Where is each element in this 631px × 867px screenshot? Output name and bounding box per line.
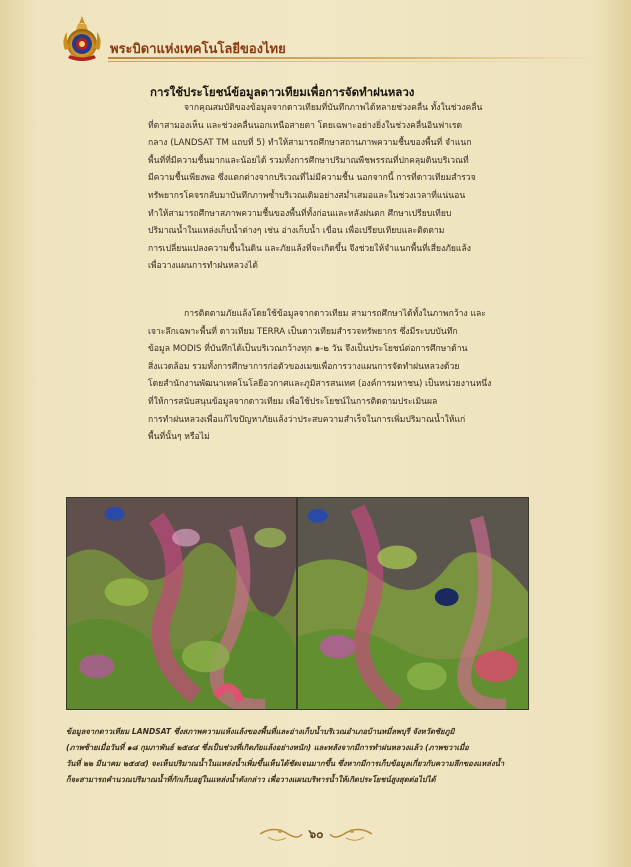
header-divider-thin — [108, 61, 578, 62]
caption-line: ก็จะสามารถคำนวณปริมาณน้ำที่กักเก็บอยู่ในแหล่งน้ำดังกล่าว เพื่อวางแผนบริหารน้ำให้เกิดประโยชน์สูงสุดต่อไปได้ — [66, 775, 436, 784]
paragraph-line: การติดตามภัยแล้งโดยใช้ข้อมูลจากดาวเทียม สามารถศึกษาได้ทั้งในภาพกว้าง และ — [184, 309, 486, 319]
paragraph-line: ข้อมูล MODIS ที่บันทึกได้เป็นบริเวณกว้างทุก ๑-๒ วัน จึงเป็นประโยชน์ต่อการศึกษาด้าน — [148, 344, 468, 355]
paragraph-line: การทำฝนหลวงเพื่อแก้ไขปัญหาภัยแล้งว่าประสบความสำเร็จในการเพิ่มปริมาณน้ำให้แก่ — [148, 414, 466, 425]
caption-line: วันที่ ๒๒ มีนาคม ๒๕๔๔) จะเห็นปริมาณน้ำในแหล่งน้ำเพิ่มขึ้นเห็นได้ชัดเจนมากขึ้น ซึ่งหากมีการเก็บข้อมูลเกี่ยวกับความลึกของแหล่งน้ำ — [66, 759, 505, 768]
header-divider — [108, 57, 596, 59]
header-title: พระบิดาแห่งเทคโนโลยีของไทย — [110, 42, 286, 57]
paragraph-line: กลาง (LANDSAT TM แถบที่ 5) ทำให้สามารถศึกษาสถานภาพความชื้นของพื้นที่ จำแนก — [148, 138, 472, 149]
paragraph-line: พื้นที่ที่มีความชื้นมากและน้อยได้ รวมทั้งการศึกษาปริมาณพืชพรรณที่ปกคลุมดินบริเวณที่ — [148, 155, 469, 166]
page-number: ๖๐ — [308, 827, 324, 841]
page-footer — [258, 823, 374, 845]
paragraph-line: เพื่อวางแผนการทำฝนหลวงได้ — [148, 261, 258, 272]
satellite-image-after — [297, 497, 529, 710]
paragraph-line: จากคุณสมบัติของข้อมูลจากดาวเทียมที่บันทึกภาพได้หลายช่วงคลื่น ทั้งในช่วงคลื่น — [184, 103, 483, 113]
paragraph-line: โดยสำนักงานพัฒนาเทคโนโลยีอวกาศและภูมิสารสนเทศ (องค์การมหาชน) เป็นหน่วยงานหนึ่ง — [148, 379, 492, 390]
paragraph-line: ที่ตาสามองเห็น และช่วงคลื่นนอกเหนือสายตา โดยเฉพาะอย่างยิ่งในช่วงคลื่นอินฟาเรด — [148, 120, 463, 131]
paragraph-line: ที่ให้การสนับสนุนข้อมูลจากดาวเทียม เพื่อใช้ประโยชน์ในการติดตามประเมินผล — [148, 396, 438, 407]
paragraph-line: การเปลี่ยนแปลงความชื้นในดิน และภัยแล้งที่จะเกิดขึ้น จึงช่วยให้จำแนกพื้นที่เสี่ยงภัยแล้ง — [148, 243, 471, 254]
paragraph-line: ทำให้สามารถศึกษาสภาพความชื้นของพื้นที่ทั้งก่อนและหลังฝนตก ศึกษาเปรียบเทียบ — [148, 208, 452, 219]
caption-line: (ภาพซ้ายเมื่อวันที่ ๑๘ กุมภาพันธ์ ๒๕๔๔ ซึ่งเป็นช่วงที่เกิดภัยแล้งอย่างหนัก) และหลังจากมีการทำฝนหลวงแล้ว (ภาพขวาเมื่อ — [66, 743, 469, 752]
image-caption — [66, 724, 566, 788]
paragraph-line: ทรัพยากรโคจรกลับมาบันทึกภาพซ้ำบริเวณเดิมอย่างสม่ำเสมอและในช่วงเวลาที่แน่นอน — [148, 190, 466, 201]
caption-line: ข้อมูลจากดาวเทียม LANDSAT ซึ่งสภาพความแห้งแล้งของพื้นที่และอ่างเก็บน้ำบริเวณอำเภอบ้านหมี่ลพบุรี จังหวัดชัยภูมิ — [66, 727, 455, 736]
paragraph-2 — [148, 306, 580, 447]
paragraph-line: มีความชื้นเพียงพอ ซึ่งแตกต่างจากบริเวณที่ไม่มีความชื้น นอกจากนี้ การที่ดาวเทียมสำรวจ — [148, 173, 476, 184]
paragraph-line: ปริมาณน้ำในแหล่งเก็บน้ำต่างๆ เช่น อ่างเก็บน้ำ เขื่อน เพื่อเปรียบเทียบและติดตาม — [148, 226, 445, 237]
section-title: การใช้ประโยชน์ข้อมูลดาวเทียมเพื่อการจัดทำฝนหลวง — [150, 85, 415, 99]
paragraph-1 — [148, 100, 580, 276]
paragraph-line: เจาะลึกเฉพาะพื้นที่ ดาวเทียม TERRA เป็นดาวเทียมสำรวจทรัพยากร ซึ่งมีระบบบันทึก — [148, 326, 458, 337]
paragraph-line: พื้นที่นั้นๆ หรือไม่ — [148, 432, 210, 443]
paragraph-line: สิ่งแวดล้อม รวมทั้งการศึกษาการก่อตัวของเมฆเพื่อการวางแผนการจัดทำฝนหลวงด้วย — [148, 361, 460, 372]
royal-emblem-icon — [58, 14, 106, 62]
satellite-image-before — [66, 497, 297, 710]
